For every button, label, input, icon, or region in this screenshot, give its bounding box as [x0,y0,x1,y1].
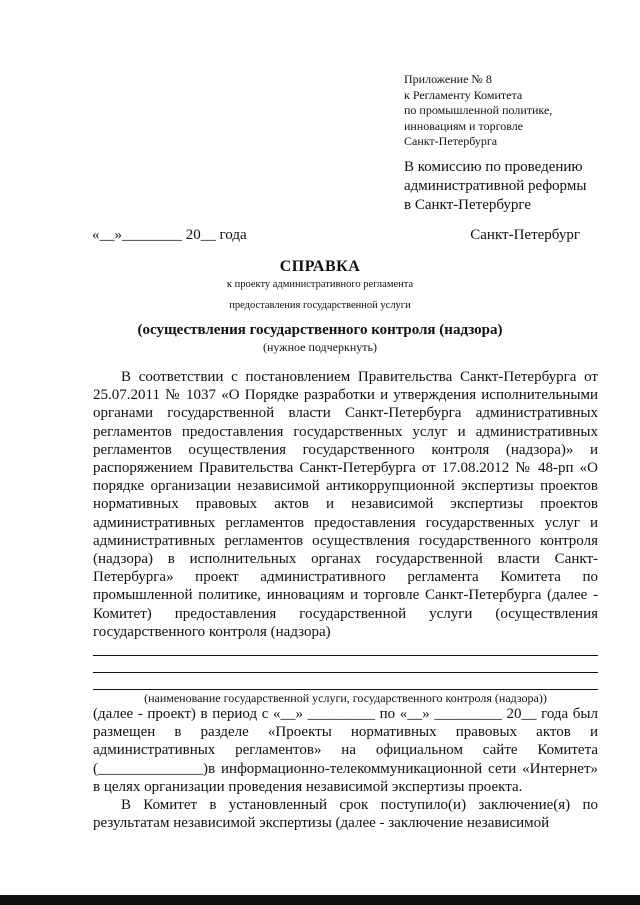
scan-edge-strip [0,895,640,905]
city-name: Санкт-Петербург [470,227,580,243]
blank-line [93,655,598,656]
paragraph-2: (далее - проект) в период с «__» _________ по «__» _________ 20__ года был размещен в разделе «Проекты нормативных правовых актов и административных регламентов» на официальном сайте Комитета (______________)в информационно-телекоммуникационной сети «Интернет» в целях организации проведения независимой экспертизы проекта. [93,706,598,795]
subtitle-note: (нужное подчеркнуть) [263,340,377,354]
addressee-line: в Санкт-Петербурге [404,197,532,213]
addressee-line: В комиссию по проведению [404,159,583,175]
subtitle-line-2: предоставления государственной услуги [229,300,411,311]
paragraph-3: В Комитет в установленный срок поступило(и) заключение(я) по результатам независимой экспертизы (далее - заключение независимой [93,797,598,832]
addressee-block [404,158,586,215]
appendix-line: к Регламенту Комитета [404,87,523,102]
paragraph-1: В соответствии с постановлением Правительства Санкт-Петербурга от 25.07.2011 № 1037 «О Порядке разработки и утверждения исполнительными органами государственной власти Санкт-Петербурга административных регламентов предоставления государственных услуг и административных регламентов осуществления государственного контроля (надзора)» и распоряжением Правительства Санкт-Петербурга от 17.08.2012 № 48-рп «О порядке организации независимой антикоррупционной экспертизы проектов нормативных правовых актов и независимой экспертизы проектов административных регламентов предоставления государственных услуг и административных регламентов осуществления государственного контроля (надзора) в исполнительных органах государственной власти Санкт-Петербурга» проект административного регламента Комитета по промышленной политике, инновациям и торговле Санкт-Петербурга (далее - Комитет) предоставления государственной услуги (осуществления государственного контроля (надзора) [93,369,598,640]
document-title: СПРАВКА [279,258,361,275]
blank-line [93,672,598,673]
document-body [93,368,598,832]
rule-caption: (наименование государственной услуги, государственного контроля (надзора)) [144,691,547,706]
appendix-line: инновациям и торговле [404,118,524,133]
blank-line [93,689,598,690]
appendix-line: по промышленной политике, [404,103,553,117]
appendix-line: Приложение № 8 [404,72,492,86]
appendix-line: Санкт-Петербурга [404,134,498,148]
addressee-line: административной реформы [404,178,587,194]
date-line: «__»________ 20__ года [92,227,247,243]
subtitle-bold: (осуществления государственного контроля (надзора) [137,322,503,338]
appendix-reference [404,72,552,150]
subtitle-line-1: к проекту административного регламента [226,279,414,290]
